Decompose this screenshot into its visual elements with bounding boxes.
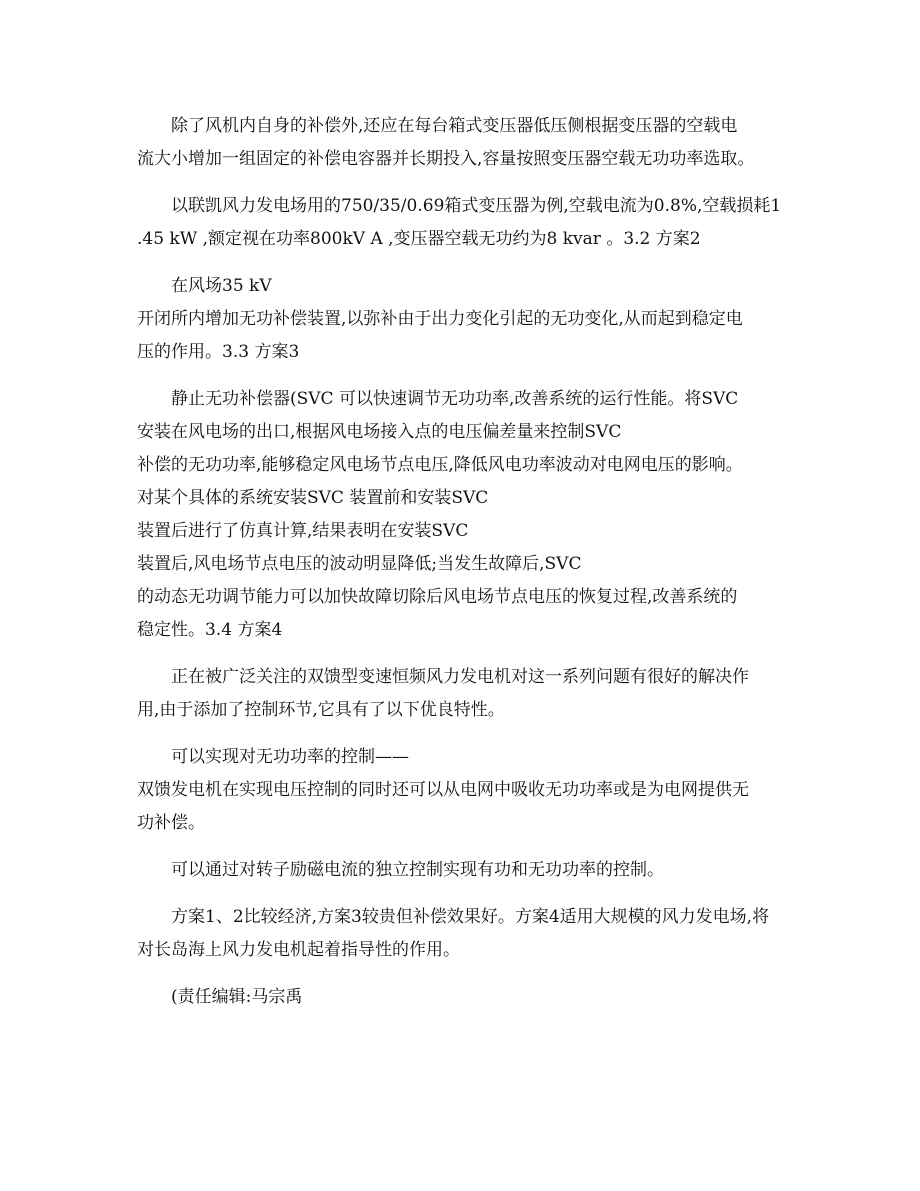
text-line: 以联凯风力发电场用的750/35/0.69箱式变压器为例,空载电流为0.8%,空载损耗1	[171, 196, 782, 216]
paragraph-6	[137, 741, 787, 840]
text-line: 正在被广泛关注的双馈型变速恒频风力发电机对这一系列问题有很好的解决作	[171, 667, 749, 687]
text-line: 装置后进行了仿真计算,结果表明在安装SVC	[137, 521, 469, 541]
paragraph-3	[137, 270, 787, 369]
paragraph-8	[137, 901, 787, 967]
text-line: 用,由于添加了控制环节,它具有了以下优良特性。	[137, 700, 505, 720]
document-body	[137, 110, 787, 1028]
paragraph-2	[137, 190, 787, 256]
paragraph-4	[137, 383, 787, 647]
text-line: 可以实现对无功功率的控制——	[171, 747, 409, 767]
text-line: .45 kW ,额定视在功率800kV A ,变压器空载无功约为8 kvar 。3.2 方案2	[137, 229, 701, 249]
text-line: 开闭所内增加无功补偿装置,以弥补由于出力变化引起的无功变化,从而起到稳定电	[137, 309, 743, 329]
text-line: 流大小增加一组固定的补偿电容器并长期投入,容量按照变压器空载无功功率选取。	[137, 149, 755, 169]
text-line: 压的作用。3.3 方案3	[137, 342, 300, 362]
text-line: 方案1、2比较经济,方案3较贵但补偿效果好。方案4适用大规模的风力发电场,将	[171, 907, 770, 927]
text-line: 装置后,风电场节点电压的波动明显降低;当发生故障后,SVC	[137, 554, 582, 574]
text-line: 除了风机内自身的补偿外,还应在每台箱式变压器低压侧根据变压器的空载电	[171, 116, 738, 136]
text-line: 对长岛海上风力发电机起着指导性的作用。	[137, 940, 460, 960]
text-line: 稳定性。3.4 方案4	[137, 620, 283, 640]
text-line: (责任编辑:马宗禹	[171, 987, 303, 1007]
text-line: 的动态无功调节能力可以加快故障切除后风电场节点电压的恢复过程,改善系统的	[137, 587, 738, 607]
editor-credit	[137, 981, 787, 1014]
text-line: 在风场35 kV	[171, 276, 272, 296]
text-line: 补偿的无功功率,能够稳定风电场节点电压,降低风电功率波动对电网电压的影响。	[137, 455, 743, 475]
text-line: 功补偿。	[137, 813, 205, 833]
text-line: 可以通过对转子励磁电流的独立控制实现有功和无功功率的控制。	[171, 860, 664, 880]
paragraph-7	[137, 854, 787, 887]
text-line: 安装在风电场的出口,根据风电场接入点的电压偏差量来控制SVC	[137, 422, 622, 442]
paragraph-5	[137, 661, 787, 727]
paragraph-1	[137, 110, 787, 176]
text-line: 双馈发电机在实现电压控制的同时还可以从电网中吸收无功功率或是为电网提供无	[137, 780, 749, 800]
text-line: 对某个具体的系统安装SVC 装置前和安装SVC	[137, 488, 489, 508]
text-line: 静止无功补偿器(SVC 可以快速调节无功功率,改善系统的运行性能。将SVC	[171, 389, 739, 409]
